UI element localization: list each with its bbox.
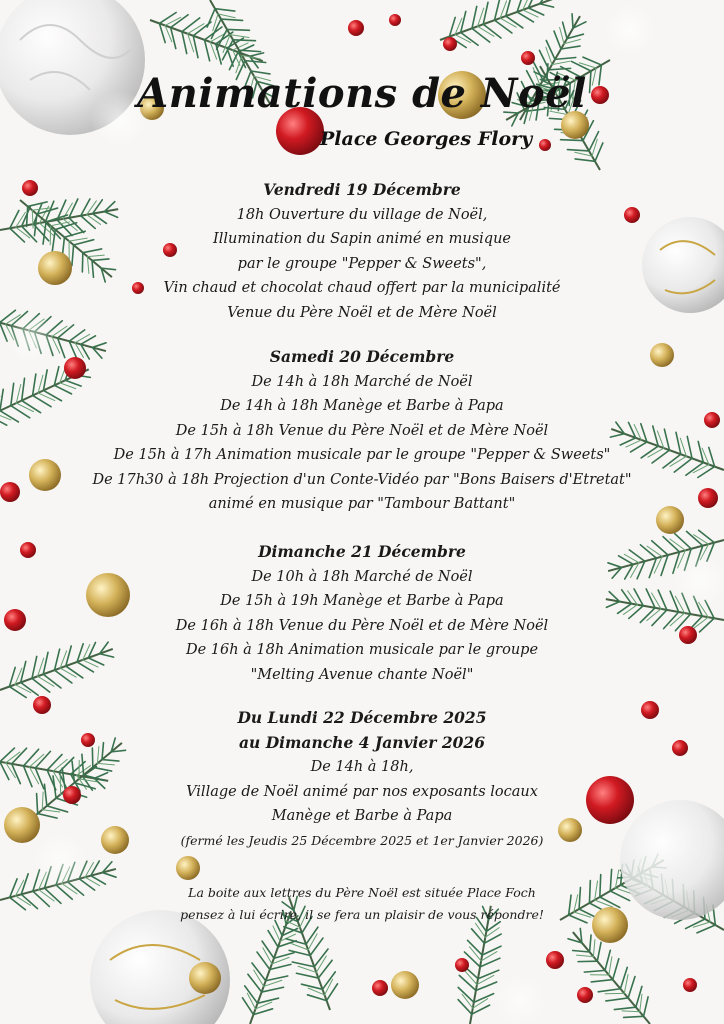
section-heading: Dimanche 21 Décembre	[258, 542, 466, 561]
section-friday	[80, 178, 644, 325]
program-line: De 16h à 18h Venue du Père Noël et de Mère Noël	[175, 617, 549, 634]
section-sunday	[80, 540, 644, 687]
mailbox-note	[80, 882, 644, 926]
program-line: par le groupe "Pepper & Sweets",	[237, 255, 487, 272]
program-line: De 14h à 18h Marché de Noël	[251, 373, 473, 390]
program-line: Manège et Barbe à Papa	[271, 808, 453, 824]
page-subtitle: Place Georges Flory	[320, 128, 533, 150]
program-line: De 15h à 19h Manège et Barbe à Papa	[220, 593, 504, 609]
section-heading: Samedi 20 Décembre	[269, 347, 455, 366]
program-line: De 15h à 17h Animation musicale par le groupe "Pepper & Sweets"	[113, 447, 611, 463]
program-line: "Melting Avenue chante Noël"	[250, 666, 474, 683]
closure-note: (fermé les Jeudis 25 Décembre 2025 et 1er Janvier 2026)	[180, 832, 544, 848]
program-line: De 14h à 18h Manège et Barbe à Papa	[220, 398, 504, 414]
program-line: De 15h à 18h Venue du Père Noël et de Mère Noël	[175, 422, 549, 439]
section-saturday	[80, 345, 644, 517]
program-line: 18h Ouverture du village de Noël,	[236, 206, 488, 223]
section-heading: Du Lundi 22 Décembre 2025	[237, 708, 487, 727]
program-line: animé en musique par "Tambour Battant"	[208, 496, 516, 512]
program-line: Vin chaud et chocolat chaud offert par la municipalité	[163, 280, 561, 296]
program-line: De 17h30 à 18h Projection d'un Conte-Vidéo par "Bons Baisers d'Etretat"	[92, 471, 632, 488]
program-line: De 14h à 18h,	[310, 759, 414, 775]
program-line: De 16h à 18h Animation musicale par le groupe	[185, 642, 539, 658]
section-heading: Vendredi 19 Décembre	[263, 180, 461, 199]
program-line: Village de Noël animé par nos exposants locaux	[186, 783, 538, 800]
program-line: Venue du Père Noël et de Mère Noël	[227, 304, 497, 321]
section-heading-continued: au Dimanche 4 Janvier 2026	[238, 732, 485, 752]
mailbox-note-line: La boite aux lettres du Père Noël est située Place Foch	[188, 885, 536, 900]
page-title: Animations de Noël	[137, 70, 587, 117]
mailbox-note-line: pensez à lui écrire, il se fera un plaisir de vous répondre!	[180, 907, 544, 922]
program-line: De 10h à 18h Marché de Noël	[251, 568, 473, 585]
program-line: Illumination du Sapin animé en musique	[213, 231, 511, 247]
section-holiday-period	[80, 706, 644, 853]
